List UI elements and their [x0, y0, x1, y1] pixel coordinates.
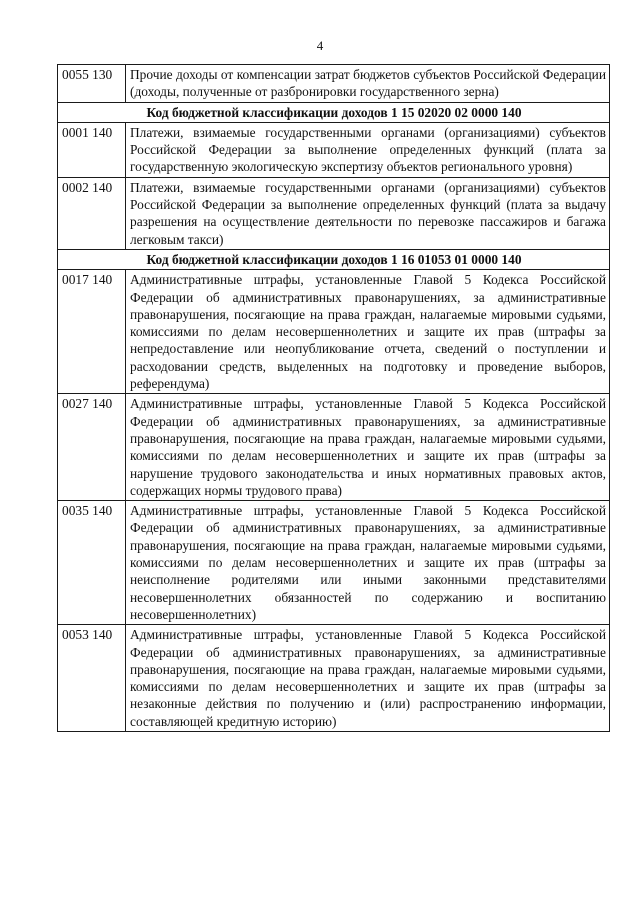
table-row [58, 177, 610, 249]
code-cell: 0055 130 [58, 65, 126, 103]
description-cell: Прочие доходы от компенсации затрат бюджетов субъектов Российской Федерации (доходы, полученные от разбронировки государственного зерна) [126, 65, 610, 103]
description-cell: Административные штрафы, установленные Главой 5 Кодекса Российской Федерации об административных правонарушениях, за административные правонарушения, посягающие на права граждан, налагаемые мировыми судьями, комиссиями по делам несовершеннолетних и защите их прав (штрафы за неисполнение родителями или иными законными представителями несовершеннолетних обязанностей по содержанию и воспитанию несовершеннолетних) [126, 501, 610, 625]
description-cell: Административные штрафы, установленные Главой 5 Кодекса Российской Федерации об административных правонарушениях, за административные правонарушения, посягающие на права граждан, налагаемые мировыми судьями, комиссиями по делам несовершеннолетних и защите их прав (штрафы за непредоставление или неопубликование отчета, сведений о поступлении и расходовании средств, выделенных на подготовку и проведение выборов, референдума) [126, 270, 610, 394]
table-row [58, 270, 610, 394]
revenue-codes-table [57, 64, 610, 732]
description-cell: Административные штрафы, установленные Главой 5 Кодекса Российской Федерации об административных правонарушениях, за административные правонарушения, посягающие на права граждан, налагаемые мировыми судьями, комиссиями по делам несовершеннолетних и защите их прав (штрафы за незаконные действия по получению и (или) распространению информации, составляющей кредитную историю) [126, 625, 610, 732]
section-header: Код бюджетной классификации доходов 1 16 01053 01 0000 140 [58, 249, 610, 269]
code-cell: 0017 140 [58, 270, 126, 394]
section-header-row [58, 102, 610, 122]
description-cell: Платежи, взимаемые государственными органами (организациями) субъектов Российской Федерации за выполнение определенных функций (плата за государственную экологическую экспертизу объектов регионального уровня) [126, 122, 610, 177]
code-cell: 0027 140 [58, 394, 126, 501]
code-cell: 0035 140 [58, 501, 126, 625]
table-row [58, 394, 610, 501]
code-cell: 0002 140 [58, 177, 126, 249]
table-row [58, 501, 610, 625]
table-row [58, 625, 610, 732]
section-header: Код бюджетной классификации доходов 1 15 02020 02 0000 140 [58, 102, 610, 122]
description-cell: Платежи, взимаемые государственными органами (организациями) субъектов Российской Федерации за выполнение определенных функций (плата за выдачу разрешения на осуществление деятельности по перевозке пассажиров и багажа легковым такси) [126, 177, 610, 249]
table-row [58, 65, 610, 103]
table-row [58, 122, 610, 177]
page-number: 4 [316, 38, 324, 53]
section-header-row [58, 249, 610, 269]
code-cell: 0053 140 [58, 625, 126, 732]
code-cell: 0001 140 [58, 122, 126, 177]
description-cell: Административные штрафы, установленные Главой 5 Кодекса Российской Федерации об административных правонарушениях, за административные правонарушения, посягающие на права граждан, налагаемые мировыми судьями, комиссиями по делам несовершеннолетних и защите их прав (штрафы за нарушение трудового законодательства и иных нормативных правовых актов, содержащих нормы трудового права) [126, 394, 610, 501]
